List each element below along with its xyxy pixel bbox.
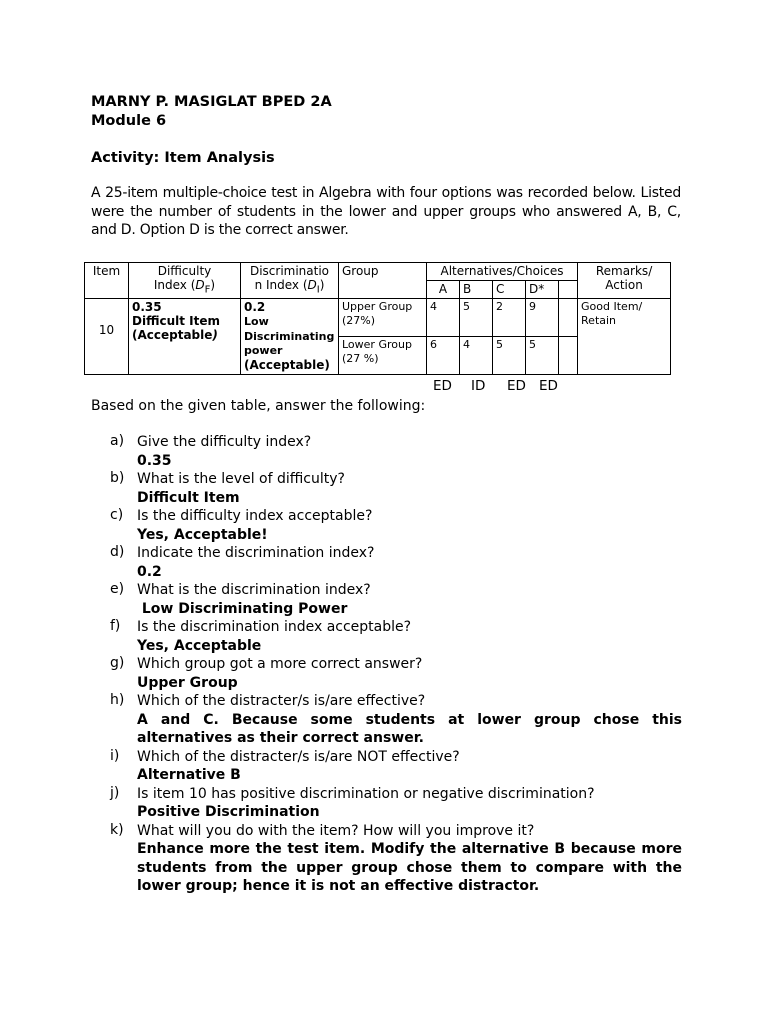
effectiveness-b: ID [471, 378, 486, 394]
item-number: 10 [85, 299, 129, 375]
option-b: B [460, 280, 493, 299]
discrimination-cell: 0.2 Low Discriminating power (Acceptable) [241, 299, 339, 375]
question-text: Which of the distracter/s is/are effective? [137, 693, 426, 709]
answer-text: 0.2 [137, 563, 162, 580]
question-item [110, 544, 682, 581]
document-header [91, 93, 681, 240]
upper-spacer [559, 299, 578, 337]
question-text: Which group got a more correct answer? [137, 656, 423, 672]
question-label: h) [110, 692, 125, 708]
effectiveness-a: ED [433, 378, 452, 394]
question-label: d) [110, 544, 125, 560]
question-text: Is the difficulty index acceptable? [137, 508, 373, 524]
answer-text: Yes, Acceptable [137, 637, 262, 654]
lower-group-label: Lower Group (27 %) [339, 337, 427, 375]
upper-c: 2 [493, 299, 526, 337]
student-name: MARNY P. MASIGLAT BPED 2A [91, 94, 332, 110]
answer-text: A and C. Because some students at lower group chose this alternatives as their correct answer. [137, 711, 682, 746]
question-item [110, 785, 682, 822]
upper-b: 5 [460, 299, 493, 337]
header-group: Group [339, 263, 427, 299]
question-text: Indicate the discrimination index? [137, 545, 375, 561]
lower-b: 4 [460, 337, 493, 375]
question-text: What is the discrimination index? [137, 582, 371, 598]
header-item: Item [85, 263, 129, 299]
question-item [110, 581, 682, 618]
option-d: D* [526, 280, 559, 299]
question-item [110, 470, 682, 507]
questions-lead: Based on the given table, answer the following: [91, 398, 426, 414]
answer-text: 0.35 [137, 452, 172, 469]
effectiveness-d: ED [539, 378, 558, 394]
question-item [110, 618, 682, 655]
question-label: k) [110, 821, 124, 838]
table-header-row [85, 263, 671, 281]
header-difficulty: Difficulty Index $(D_F)$ [129, 263, 241, 299]
table-row-upper [85, 299, 671, 337]
question-text: Give the difficulty index? [137, 434, 312, 450]
header-remarks: Remarks/ Action [578, 263, 671, 299]
question-item [110, 692, 682, 748]
question-label: a) [110, 433, 125, 449]
lower-spacer [559, 337, 578, 375]
question-label: g) [110, 655, 125, 671]
header-alternatives: Alternatives/Choices [427, 263, 578, 281]
question-item [110, 822, 682, 896]
item-analysis-table [84, 262, 671, 375]
option-spacer [559, 280, 578, 299]
question-label: b) [110, 470, 125, 486]
question-text: Which of the distracter/s is/are NOT effective? [137, 748, 460, 765]
question-label: f) [110, 618, 121, 634]
question-label: e) [110, 581, 125, 597]
question-text: What will you do with the item? How will you improve it? [137, 822, 535, 839]
question-item [110, 433, 682, 470]
answer-text: Enhance more the test item. Modify the alternative B because more students from the upper group chose them to compare with the lower group; hence it is not an effective distractor. [137, 841, 682, 894]
upper-d: 9 [526, 299, 559, 337]
question-text: What is the level of difficulty? [137, 471, 345, 487]
question-text: Is the discrimination index acceptable? [137, 619, 412, 635]
lower-c: 5 [493, 337, 526, 375]
upper-group-label: Upper Group (27%) [339, 299, 427, 337]
question-label: c) [110, 507, 124, 523]
question-list [110, 433, 682, 896]
answer-text: Low Discriminating Power [137, 600, 348, 617]
answer-text: Difficult Item [137, 489, 240, 506]
answer-text: Upper Group [137, 674, 238, 691]
effectiveness-c: ED [507, 378, 526, 394]
upper-a: 4 [427, 299, 460, 337]
question-label: j) [110, 784, 120, 801]
option-a: A [427, 280, 460, 299]
lower-d: 5 [526, 337, 559, 375]
lower-a: 6 [427, 337, 460, 375]
question-item [110, 748, 682, 785]
question-item [110, 507, 682, 544]
activity-title: Activity: Item Analysis [91, 150, 275, 166]
remarks-cell: Good Item/ Retain [578, 299, 671, 375]
question-text: Is item 10 has positive discrimination or negative discrimination? [137, 785, 595, 802]
option-c: C [493, 280, 526, 299]
module-title: Module 6 [91, 113, 167, 129]
difficulty-cell: 0.35 Difficult Item (Acceptable) [129, 299, 241, 375]
question-item [110, 655, 682, 692]
intro-paragraph: A 25-item multiple-choice test in Algebra with four options was recorded below. Listed were the number of students in the lower and upper groups who answered A, B, C, and D. Option D is the correct answer. [91, 185, 681, 238]
answer-text: Yes, Acceptable! [137, 526, 268, 543]
answer-text: Alternative B [137, 767, 241, 783]
header-discrimination: Discriminatio n Index $(D_I)$ [241, 263, 339, 299]
question-label: i) [110, 747, 120, 764]
answer-text: Positive Discrimination [137, 804, 320, 820]
